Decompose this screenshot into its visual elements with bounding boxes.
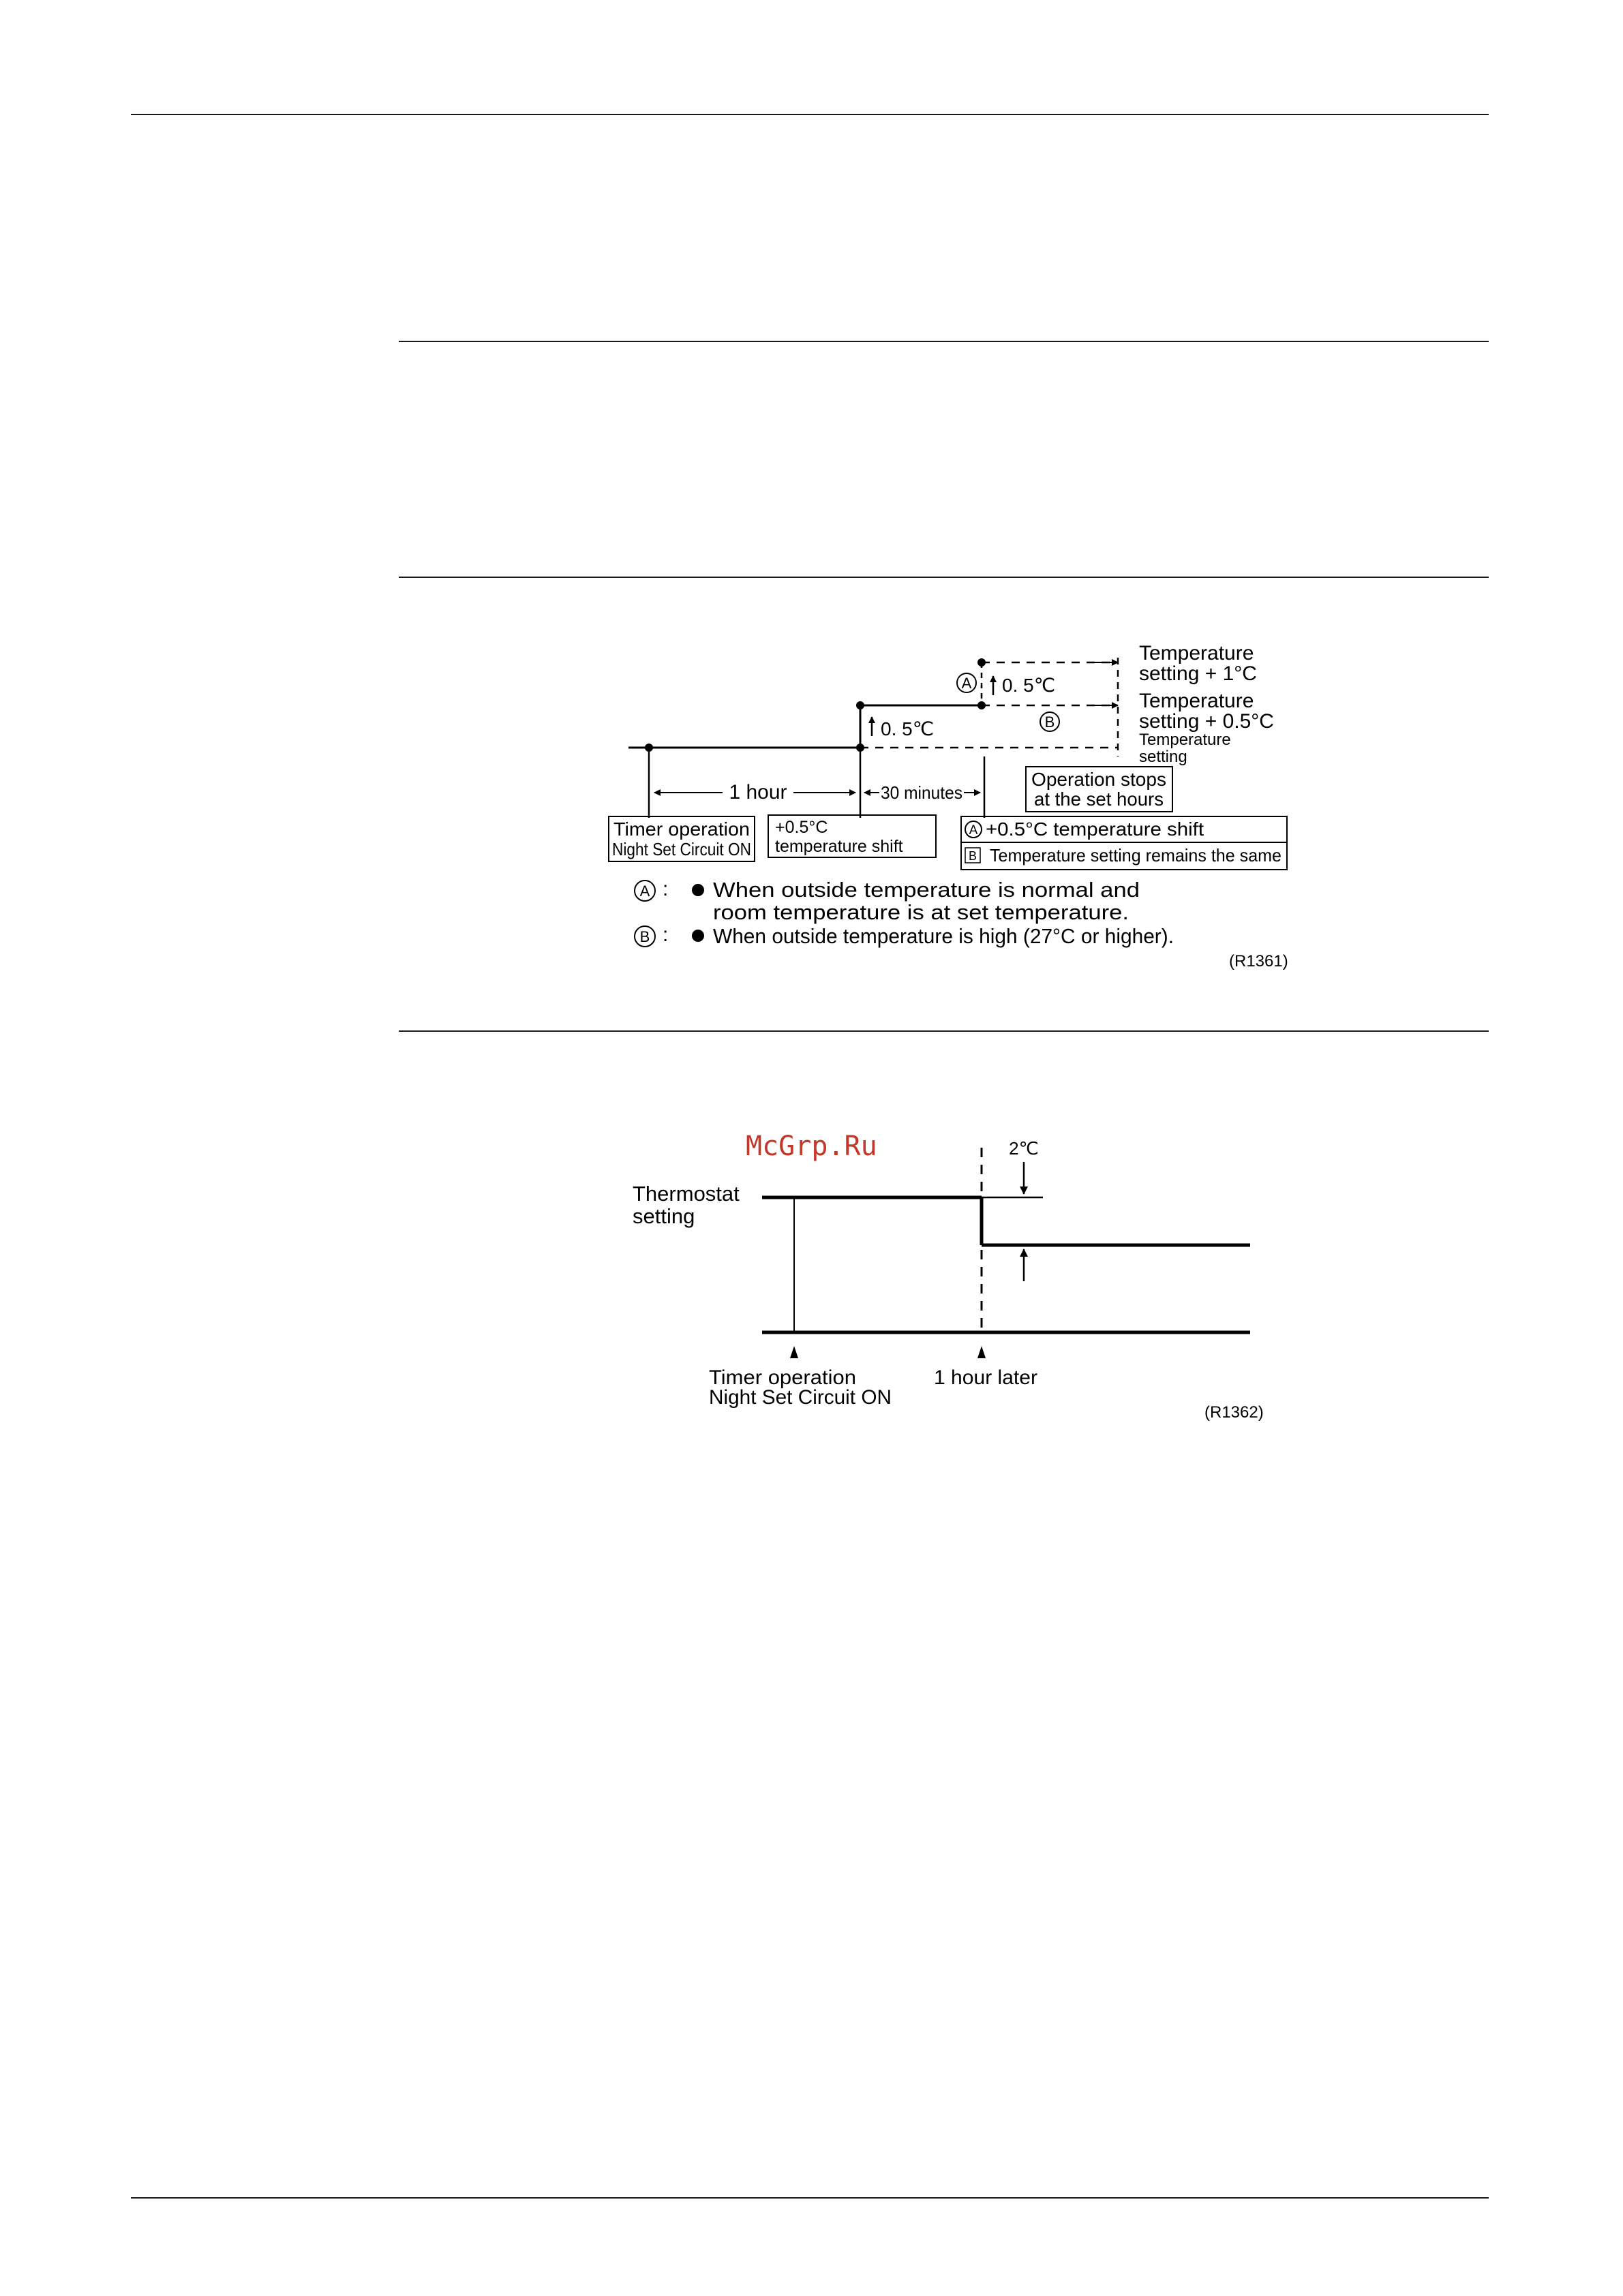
- box-timer-l1: Timer operation: [613, 818, 750, 840]
- box-timer-l2: Night Set Circuit ON: [612, 839, 751, 859]
- label-temp-plus05-l1: Temperature: [1139, 690, 1254, 712]
- legend-box-a: +0.5°C temperature shift: [986, 818, 1204, 840]
- triangle-marker-icon: [790, 1346, 798, 1358]
- ref-r1362: (R1362): [1204, 1403, 1264, 1422]
- box-shift-l2: temperature shift: [775, 837, 903, 856]
- shift-a-value: 0. 5℃: [1002, 675, 1056, 696]
- ref-r1361: (R1361): [1229, 952, 1288, 970]
- note-b: When outside temperature is high (27°C or higher).: [713, 924, 1174, 948]
- marker-a: A: [961, 675, 972, 692]
- label-temp-plus05-l2: setting + 0.5°C: [1139, 710, 1274, 733]
- triangle-marker-icon: [977, 1346, 986, 1358]
- box-stop-l1: Operation stops: [1031, 769, 1166, 790]
- legend-b-marker: B: [968, 849, 977, 863]
- timer-l1: Timer operation: [709, 1366, 856, 1389]
- note-a-marker: A: [639, 883, 650, 900]
- legend-a-marker: A: [969, 823, 978, 838]
- watermark: McGrp.Ru: [746, 1131, 877, 1162]
- note-a-l2: room temperature is at set temperature.: [713, 900, 1129, 924]
- note-a-sep: :: [663, 878, 669, 900]
- note-b-sep: :: [663, 923, 669, 946]
- box-shift-l1: +0.5°C: [775, 818, 828, 837]
- label-temp-plus1-l2: setting + 1°C: [1139, 662, 1257, 685]
- thermostat-l1: Thermostat: [633, 1182, 740, 1206]
- label-temp-setting-l1: Temperature: [1139, 731, 1231, 749]
- note-b-marker: B: [639, 928, 650, 945]
- interval-2-label: 30 minutes: [881, 782, 962, 803]
- label-temp-setting-l2: setting: [1139, 748, 1187, 766]
- thermostat-l2: setting: [633, 1204, 695, 1228]
- shift-first-value: 0. 5℃: [881, 718, 935, 739]
- one-hour-later: 1 hour later: [934, 1366, 1038, 1389]
- footer-rule: [131, 2197, 1489, 2199]
- label-temp-plus1-l1: Temperature: [1139, 642, 1254, 664]
- box-stop-l2: at the set hours: [1034, 789, 1164, 810]
- legend-box-b: Temperature setting remains the same: [990, 845, 1281, 866]
- delta-label: 2℃: [1009, 1138, 1039, 1159]
- interval-1-label: 1 hour: [729, 781, 787, 803]
- note-a-l1: When outside temperature is normal and: [713, 878, 1140, 902]
- marker-b: B: [1044, 714, 1055, 731]
- timer-l2: Night Set Circuit ON: [709, 1386, 892, 1409]
